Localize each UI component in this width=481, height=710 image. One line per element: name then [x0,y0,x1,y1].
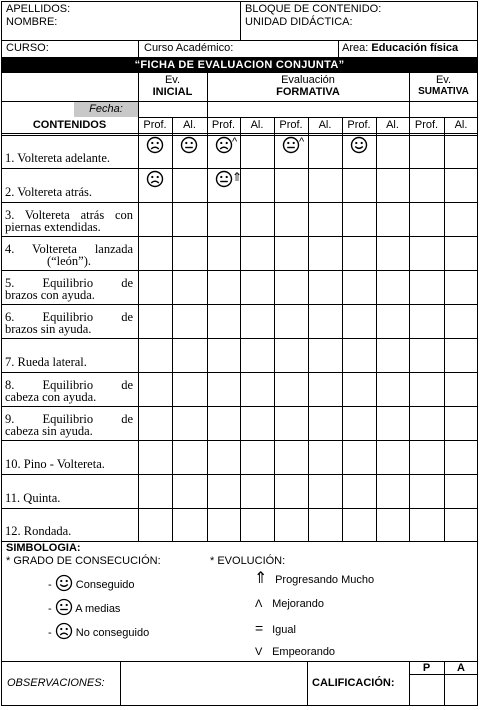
evaluation-cell[interactable] [445,203,478,236]
evaluation-cell[interactable] [377,373,409,406]
evaluation-cell[interactable] [410,237,444,270]
evaluation-cell[interactable] [410,203,444,236]
evaluation-cell[interactable] [377,169,409,202]
evaluation-cell[interactable] [309,373,342,406]
sad-face-icon [55,622,73,640]
evaluation-cell[interactable] [343,373,376,406]
evaluation-cell[interactable] [445,237,478,270]
evaluation-cell[interactable] [445,373,478,406]
evaluation-cell[interactable] [208,203,240,236]
evaluation-cell[interactable] [309,339,342,372]
content-row-line: piernas extendidas. [5,220,101,234]
evaluation-cell[interactable] [377,271,409,304]
content-row-label [5,492,133,504]
evaluation-cell[interactable] [275,169,308,202]
evaluation-cell[interactable] [275,203,308,236]
evaluation-cell[interactable] [241,135,274,168]
evaluation-cell[interactable] [275,475,308,508]
evaluation-cell[interactable] [241,475,274,508]
col-header-al: Al. [250,119,264,131]
caret-up-icon: ^ [299,136,305,148]
academic-year-label: Curso Académico: [144,42,234,54]
ev-summative-top: Ev. [435,74,452,86]
caret-down-icon: V [255,646,263,658]
evaluation-cell[interactable] [173,475,207,508]
evaluation-cell[interactable] [343,475,376,508]
evaluation-cell[interactable] [139,271,172,304]
sad-face-icon [146,170,164,188]
ev-initial-top: Ev. [164,74,181,86]
evaluation-cell[interactable] [275,441,308,474]
evaluation-cell[interactable] [139,203,172,236]
ev-summative-bottom: SUMATIVA [418,86,469,97]
content-row-line: 4. Voltereta lanzada [5,242,133,256]
evaluation-cell[interactable] [241,169,274,202]
col-header-al: Al. [454,119,468,131]
col-header-prof: Prof. [414,119,439,131]
evaluation-cell[interactable] [139,305,172,338]
course-label: CURSO: [6,42,49,54]
equal-icon: = [255,620,264,636]
legend-evo-equal-label: Igual [272,624,296,636]
neutral-face-icon [180,136,198,154]
evaluation-cell[interactable] [208,237,240,270]
ev-formative-bottom: FORMATIVA [276,86,340,98]
legend-title: SIMBOLOGIA: [6,542,81,554]
evaluation-cell[interactable] [208,305,240,338]
content-row-line: 1. Voltereta adelante. [5,151,111,165]
evaluation-cell[interactable] [275,407,308,440]
evaluation-cell[interactable] [241,271,274,304]
legend-not-achieved-label: No conseguido [75,627,150,639]
content-row-label [5,356,133,368]
evaluation-cell[interactable] [309,475,342,508]
evaluation-cell[interactable] [343,305,376,338]
ev-formative-top: Evaluación [281,74,335,86]
evaluation-cell[interactable] [173,509,207,541]
evaluation-cell[interactable] [377,509,409,541]
content-row-line: 3. Voltereta atrás con [5,208,133,222]
evaluation-cell[interactable] [139,475,172,508]
col-header-prof: Prof. [143,119,167,131]
evaluation-cell[interactable] [241,339,274,372]
evaluation-cell[interactable] [241,203,274,236]
evaluation-cell[interactable] [139,441,172,474]
evaluation-cell[interactable] [275,509,308,541]
content-row-label [5,525,133,537]
neutral-face-mark [215,170,242,188]
evaluation-cell[interactable] [241,441,274,474]
legend-achieved-label: Conseguido [75,579,135,591]
evaluation-cell[interactable] [309,441,342,474]
evaluation-cell[interactable] [410,135,444,168]
evaluation-cell[interactable] [445,475,478,508]
evaluation-cell[interactable] [343,237,376,270]
evaluation-cell[interactable] [309,237,342,270]
happy-face-mark [350,136,368,154]
evaluation-cell[interactable] [343,407,376,440]
content-row-line: 7. Rueda lateral. [5,355,87,369]
evaluation-cell[interactable] [377,475,409,508]
evaluation-cell[interactable] [275,339,308,372]
evaluation-cell[interactable] [410,475,444,508]
achievement-title: * GRADO DE CONSECUCIÓN: [6,555,161,567]
evaluation-cell[interactable] [377,407,409,440]
evaluation-cell[interactable] [139,237,172,270]
content-row-label [5,379,133,403]
sad-face-mark [146,170,164,188]
content-row-line: 9. Equilibrio de [5,412,133,426]
legend-evo-much [254,569,374,590]
evaluation-cell[interactable] [208,509,240,541]
sad-face-mark [215,136,237,154]
evaluation-cell[interactable] [309,407,342,440]
legend-not-achieved [48,622,149,640]
evaluation-cell[interactable] [208,373,240,406]
content-row-label [5,277,133,301]
evaluation-cell[interactable] [377,203,409,236]
legend-dash: - [48,603,52,615]
evaluation-cell[interactable] [343,271,376,304]
legend-evo-equal [255,618,296,640]
content-row-label [5,413,133,437]
content-row-line: brazos con ayuda. [5,288,95,302]
grade-a-field[interactable] [444,675,478,706]
evaluation-cell[interactable] [410,441,444,474]
content-row-line: (“león”). [46,254,92,268]
evaluation-cell[interactable] [410,305,444,338]
legend-evo-worse-label: Empeorando [272,646,336,658]
content-row-label [5,311,133,335]
evaluation-cell[interactable] [377,305,409,338]
evaluation-cell[interactable] [241,407,274,440]
sad-face-icon [146,136,164,154]
caret-up-icon: Λ [255,598,263,610]
evaluation-cell[interactable] [445,339,478,372]
double-up-arrow-icon: ⇑ [232,170,243,184]
evaluation-cell[interactable] [445,169,478,202]
evaluation-cell[interactable] [377,441,409,474]
name-label: NOMBRE: [6,16,58,28]
evaluation-cell[interactable] [377,135,409,168]
evaluation-cell[interactable] [241,509,274,541]
neutral-face-mark [282,136,304,154]
col-header-al: Al. [183,119,196,131]
evolution-title: * EVOLUCIÓN: [210,555,286,567]
evaluation-cell[interactable] [309,203,342,236]
evaluation-cell[interactable] [343,509,376,541]
caret-up-icon: ^ [232,136,238,148]
content-row-label [5,186,133,198]
ev-formative-header [207,74,409,98]
neutral-face-icon [215,170,233,188]
evaluation-cell[interactable] [410,169,444,202]
evaluation-cell[interactable] [173,237,207,270]
legend-dash: - [48,627,52,639]
evaluation-cell[interactable] [139,339,172,372]
evaluation-cell[interactable] [343,441,376,474]
evaluation-cell[interactable] [410,509,444,541]
content-row-line: 5. Equilibrio de [5,276,133,290]
block-label: BLOQUE DE CONTENIDO: [245,3,382,15]
content-row-line: 11. Quinta. [5,491,61,505]
evaluation-cell[interactable] [241,373,274,406]
legend-evo-worse [255,642,335,662]
grade-p-label: P [422,662,431,674]
evaluation-cell[interactable] [410,407,444,440]
unit-label: UNIDAD DIDÁCTICA: [245,16,353,28]
evaluation-cell[interactable] [309,135,342,168]
evaluation-cell[interactable] [241,237,274,270]
content-row-line: 10. Pino - Voltereta. [5,457,105,471]
ev-initial-header [138,74,207,98]
evaluation-cell[interactable] [445,509,478,541]
double-up-arrow-icon: ⇑ [254,570,268,587]
evaluation-cell[interactable] [275,305,308,338]
evaluation-cell[interactable] [139,373,172,406]
evaluation-cell[interactable] [445,135,478,168]
col-header-al: Al. [386,119,399,131]
neutral-face-mark [180,136,198,154]
evaluation-cell[interactable] [208,339,240,372]
evaluation-cell[interactable] [410,373,444,406]
evaluation-cell[interactable] [309,169,342,202]
evaluation-cell[interactable] [139,509,172,541]
evaluation-cell[interactable] [139,407,172,440]
content-row-line: 12. Rondada. [5,524,72,538]
evaluation-cell[interactable] [241,305,274,338]
evaluation-cell[interactable] [275,237,308,270]
evaluation-cell[interactable] [275,271,308,304]
evaluation-cell[interactable] [343,203,376,236]
evaluation-cell[interactable] [410,271,444,304]
evaluation-cell[interactable] [173,169,207,202]
ev-summative-header [409,74,478,98]
evaluation-cell[interactable] [377,339,409,372]
evaluation-cell[interactable] [173,203,207,236]
neutral-face-icon [55,598,73,616]
surname-label: APELLIDOS: [6,3,71,15]
grade-p-field[interactable] [409,675,444,706]
legend-evo-improving [255,594,324,614]
content-row-label [5,458,133,470]
area-value: Educación física [371,42,459,54]
observations-field[interactable] [121,663,307,706]
legend-half [48,598,120,616]
grade-a-label: A [457,662,465,674]
legend-achieved [48,574,135,592]
evaluation-cell[interactable] [173,373,207,406]
evaluation-cell[interactable] [275,373,308,406]
content-row-label [5,243,133,267]
sad-face-mark [146,136,164,154]
happy-face-icon [55,574,73,592]
evaluation-cell[interactable] [343,339,376,372]
content-row-line: 6. Equilibrio de [5,310,133,324]
content-row-line: 2. Voltereta atrás. [5,185,93,199]
evaluation-cell[interactable] [445,271,478,304]
evaluation-cell[interactable] [309,305,342,338]
evaluation-cell[interactable] [173,305,207,338]
evaluation-cell[interactable] [173,441,207,474]
observations-label: OBSERVACIONES: [7,677,105,689]
col-header-prof: Prof. [211,119,236,131]
evaluation-cell[interactable] [173,339,207,372]
grade-label: CALIFICACIÓN: [312,677,395,689]
evaluation-cell[interactable] [309,509,342,541]
col-header-al: Al. [318,119,332,131]
date-label: Fecha: [74,102,138,117]
evaluation-cell[interactable] [208,407,240,440]
evaluation-cell[interactable] [377,237,409,270]
sheet-title: “FICHA DE EVALUACION CONJUNTA” [1,57,478,73]
evaluation-cell[interactable] [445,407,478,440]
content-row-line: cabeza sin ayuda. [5,424,93,438]
content-row-line: brazos sin ayuda. [5,322,92,336]
legend-dash: - [48,579,52,591]
evaluation-cell[interactable] [173,271,207,304]
content-row-line: 8. Equilibrio de [5,378,133,392]
area-label: Area: [342,42,369,54]
happy-face-icon [350,136,368,154]
evaluation-cell[interactable] [208,271,240,304]
ev-initial-bottom: INICIAL [152,86,193,98]
content-row-line: cabeza con ayuda. [5,390,97,404]
evaluation-cell[interactable] [208,475,240,508]
sad-face-icon [215,136,233,154]
content-row-label [5,209,133,233]
evaluation-cell[interactable] [445,441,478,474]
content-row-label [5,152,133,164]
legend-evo-improving-label: Mejorando [272,598,325,610]
contents-header: CONTENIDOS [32,119,107,131]
col-header-prof: Prof. [347,119,371,131]
evaluation-cell[interactable] [309,271,342,304]
col-header-prof: Prof. [279,119,303,131]
evaluation-cell[interactable] [343,169,376,202]
evaluation-cell[interactable] [208,441,240,474]
legend-half-label: A medias [75,603,121,615]
evaluation-cell[interactable] [410,339,444,372]
evaluation-cell[interactable] [445,305,478,338]
legend-evo-much-label: Progresando Mucho [275,574,375,586]
neutral-face-icon [282,136,300,154]
evaluation-cell[interactable] [173,407,207,440]
